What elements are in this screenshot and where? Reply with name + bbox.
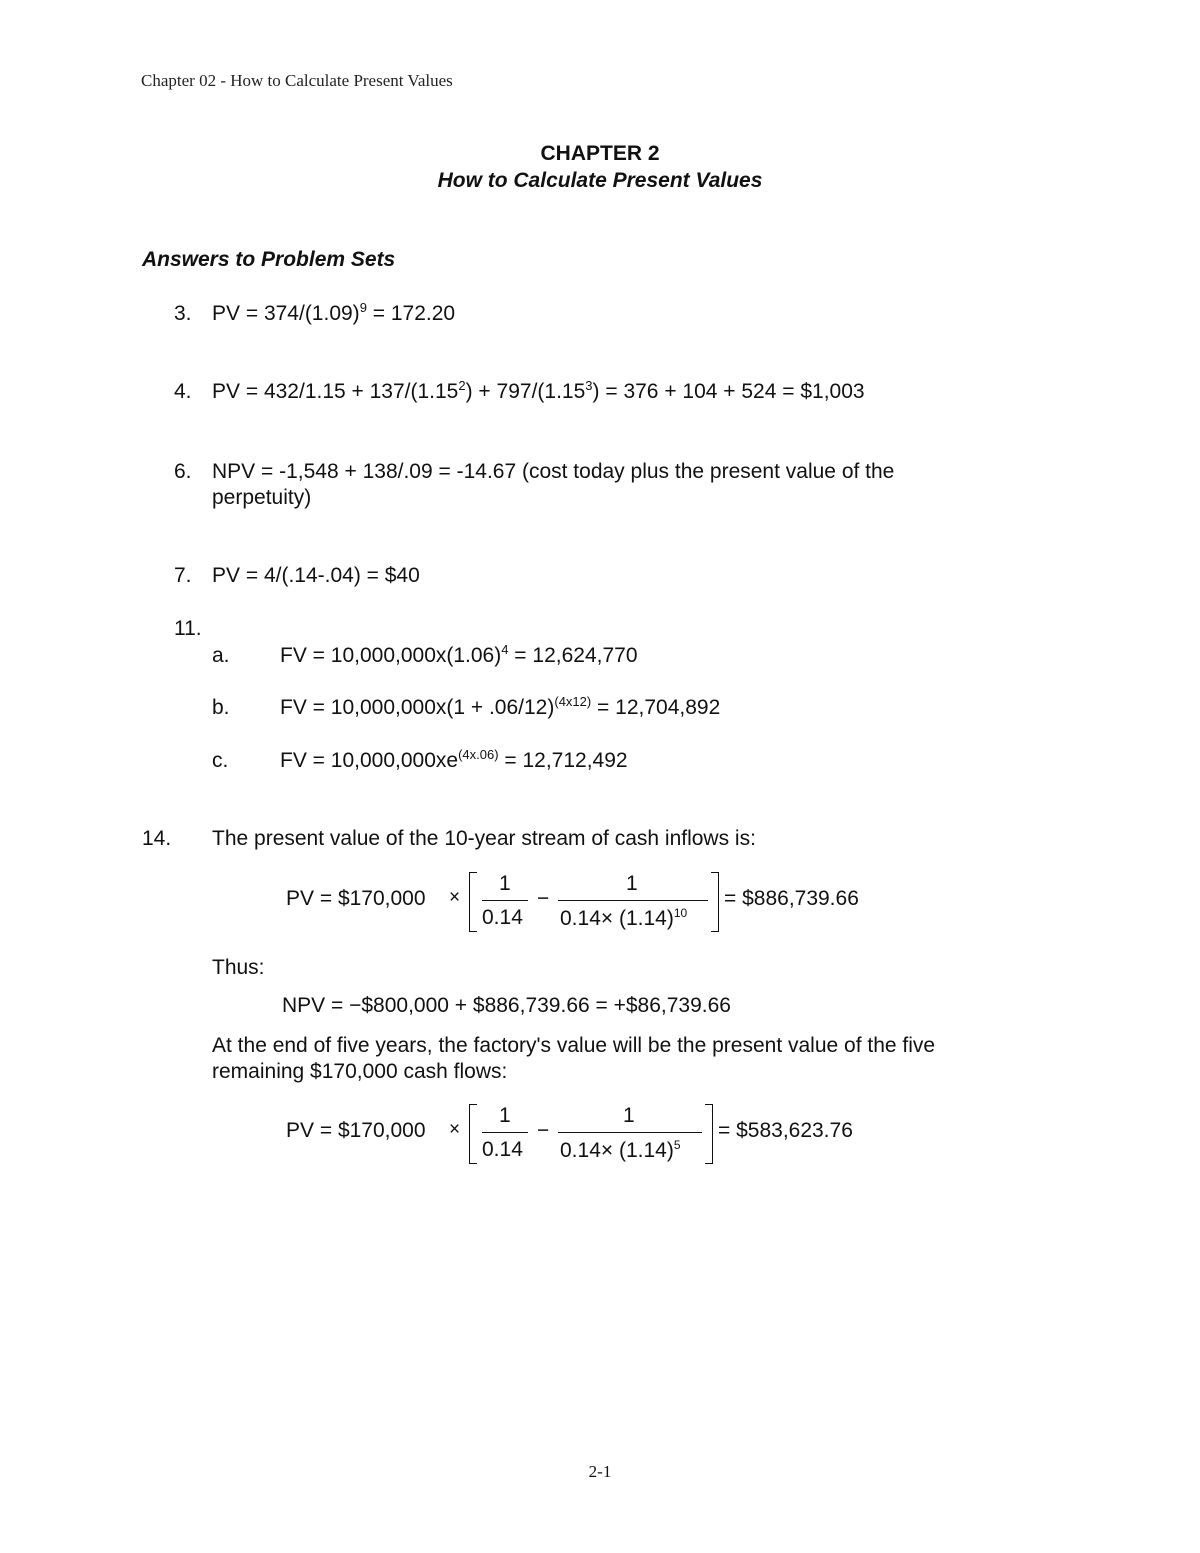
- exponent: 9: [359, 300, 367, 315]
- problem-11c-answer: [280, 748, 628, 774]
- text: 0.14× (1.14): [560, 907, 674, 930]
- fraction-bar: [558, 1132, 702, 1133]
- problem-number: 3.: [174, 302, 192, 325]
- problem-3-answer: [212, 301, 455, 327]
- text: = 12,704,892: [591, 696, 721, 719]
- npv-result: NPV = −$800,000 + $886,739.66 = +$86,739.66: [282, 994, 731, 1017]
- left-bracket: [469, 1104, 477, 1164]
- chapter-title: How to Calculate Present Values: [437, 169, 763, 192]
- chapter-label: CHAPTER 2: [540, 142, 660, 165]
- equation-rhs: = $583,623.76: [718, 1119, 853, 1142]
- times-sign: ×: [449, 887, 461, 908]
- text: = 12,712,492: [498, 749, 628, 772]
- numerator: 1: [499, 872, 511, 895]
- right-bracket: [711, 872, 719, 932]
- problem-14-intro: The present value of the 10-year stream of cash inflows is:: [212, 827, 756, 850]
- text: ) = 376 + 104 + 524 = $1,003: [592, 380, 865, 403]
- page-number: 2-1: [588, 1462, 612, 1481]
- equation-lhs: PV = $170,000: [286, 887, 426, 910]
- problem-number: 14.: [142, 827, 172, 850]
- denominator: [560, 1139, 681, 1163]
- problem-6-line-2: perpetuity): [212, 486, 312, 509]
- text: PV = 374/(1.09): [212, 302, 360, 325]
- text: FV = 10,000,000xe: [280, 749, 459, 772]
- denominator: [560, 907, 687, 931]
- problem-11b-answer: [280, 695, 720, 721]
- exponent: 3: [585, 378, 593, 393]
- fraction-bar: [482, 900, 528, 901]
- text: = 172.20: [366, 302, 456, 325]
- numerator: 1: [626, 872, 638, 895]
- equation-lhs: PV = $170,000: [286, 1119, 426, 1142]
- equation-rhs: = $886,739.66: [724, 887, 859, 910]
- fraction-bar: [482, 1132, 528, 1133]
- thus-label: Thus:: [212, 956, 265, 979]
- part-label: a.: [212, 644, 230, 667]
- paragraph-line-2: remaining $170,000 cash flows:: [212, 1060, 508, 1083]
- problem-11a-answer: [280, 643, 638, 669]
- left-bracket: [469, 872, 477, 932]
- exponent: (4x.06): [458, 747, 499, 762]
- text: 0.14× (1.14): [560, 1139, 674, 1162]
- problem-6-line-1: NPV = -1,548 + 138/.09 = -14.67 (cost today plus the present value of the: [212, 460, 895, 483]
- problem-number: 4.: [174, 380, 192, 403]
- problem-number: 7.: [174, 564, 192, 587]
- minus-sign: −: [537, 1119, 550, 1142]
- running-header: Chapter 02 - How to Calculate Present Values: [141, 71, 453, 90]
- minus-sign: −: [537, 887, 550, 910]
- denominator: 0.14: [482, 906, 523, 929]
- text: FV = 10,000,000x(1.06): [280, 644, 502, 667]
- exponent: 5: [673, 1138, 681, 1152]
- paragraph-line-1: At the end of five years, the factory's value will be the present value of the five: [212, 1034, 936, 1057]
- problem-7-answer: PV = 4/(.14-.04) = $40: [212, 564, 420, 587]
- denominator: 0.14: [482, 1138, 523, 1161]
- exponent: (4x12): [554, 694, 592, 709]
- text: = 12,624,770: [508, 644, 638, 667]
- right-bracket: [705, 1104, 713, 1164]
- text: FV = 10,000,000x(1 + .06/12): [280, 696, 555, 719]
- part-label: b.: [212, 696, 230, 719]
- text: PV = 432/1.15 + 137/(1.15: [212, 380, 459, 403]
- numerator: 1: [623, 1104, 635, 1127]
- exponent: 2: [458, 378, 466, 393]
- section-title: Answers to Problem Sets: [142, 248, 396, 271]
- text: ) + 797/(1.15: [465, 380, 586, 403]
- problem-4-answer: [212, 379, 865, 405]
- fraction-bar: [558, 900, 708, 901]
- problem-number: 6.: [174, 460, 192, 483]
- problem-number: 11.: [174, 617, 202, 640]
- exponent: 4: [501, 642, 509, 657]
- part-label: c.: [212, 749, 229, 772]
- times-sign: ×: [449, 1119, 461, 1140]
- exponent: 10: [673, 906, 688, 920]
- numerator: 1: [499, 1104, 511, 1127]
